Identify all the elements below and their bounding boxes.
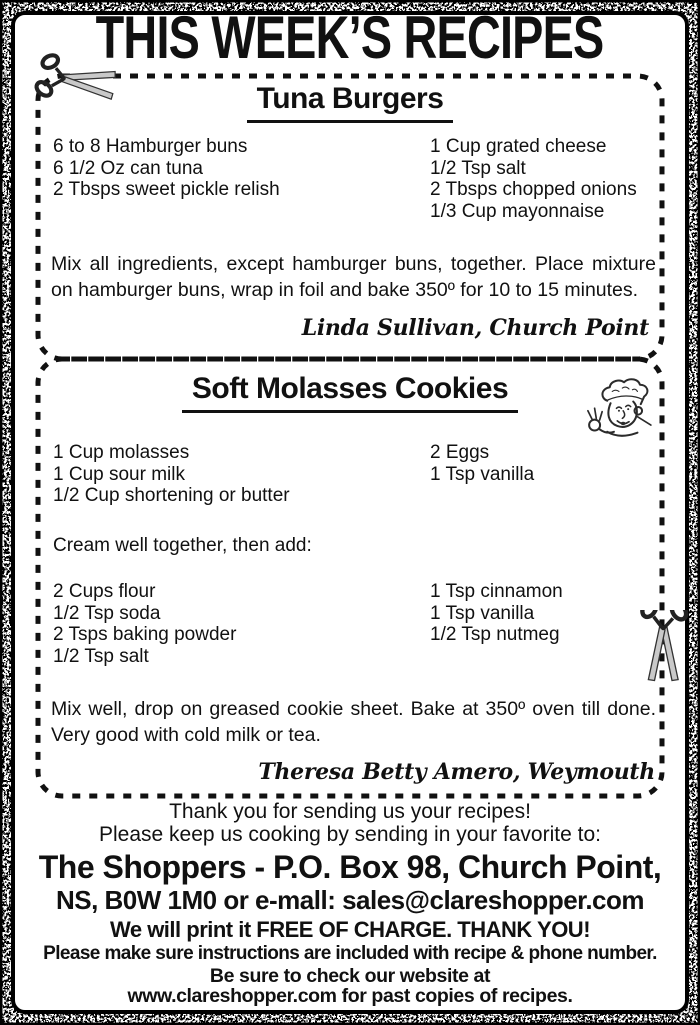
ingredient-line: 1/2 Tsp soda [53,602,161,624]
page-title: THIS WEEK’S RECIPES [96,4,604,71]
ingredient-line: 1/2 Tsp nutmeg [430,624,560,645]
ingredient-line: 1 Tsp vanilla [430,602,535,624]
cookies-ingredients-1-right [430,442,534,485]
footer-address-line2: NS, B0W 1M0 or e-mall: sales@clareshopper.com [55,885,645,915]
footer-free-of-charge: We will print it FREE OF CHARGE. THANK YOU! [109,917,591,942]
ingredient-line: 1 Cup grated cheese [430,136,607,157]
ingredient-line: 1 Cup molasses [53,442,190,463]
cookies-ingredients-2-right [430,581,563,646]
ingredient-line: 1/2 Tsp salt [53,645,149,667]
footer-instructions-note: Please make sure instructions are included with recipe & phone number. [43,943,657,964]
ingredient-line: 2 Tbsps sweet pickle relish [53,179,280,200]
recipe-title-soft-molasses-cookies: Soft Molasses Cookies [35,372,665,413]
footer [18,801,682,1006]
footer-website-line1: Be sure to check our website at [209,965,491,987]
cookies-instructions: Mix well, drop on greased cookie sheet. Bake at 350º oven till done. Very good with cold milk or tea. [51,698,656,746]
footer-address-line1: The Shoppers - P.O. Box 98, Church Point, [38,849,662,885]
footer-thanks-line1: Thank you for sending us your recipes! [169,800,531,823]
cookies-ingredients-2-left [53,581,236,667]
ingredient-line: 2 Eggs [430,442,490,463]
ingredient-line: 2 Tsps baking powder [53,624,237,645]
cookies-ingredients-1-left [53,442,290,507]
ingredient-line: 1 Tsp vanilla [430,463,535,485]
tuna-ingredients-left [53,136,280,201]
ingredient-line: 6 to 8 Hamburger buns [53,136,248,157]
scissors-icon [31,47,120,114]
ingredient-line: 1 Tsp cinnamon [430,581,563,602]
chef-icon [582,371,666,459]
cookies-step-note: Cream well together, then add: [53,535,312,556]
ingredient-line: 2 Cups flour [53,581,156,602]
ingredient-line: 1 Cup sour milk [53,463,185,485]
ingredient-line: 2 Tbsps chopped onions [430,179,637,200]
footer-website-line2: www.clareshopper.com for past copies of recipes. [127,985,573,1007]
footer-thanks-line2: Please keep us cooking by sending in your favorite to: [99,822,601,846]
tuna-instructions: Mix all ingredients, except hamburger buns, together. Place mixture on hamburger buns, wrap in foil and bake 350º for 10 to 15 minutes. [51,253,656,301]
ingredient-line: 1/2 Tsp salt [430,157,526,179]
ingredient-line: 6 1/2 Oz can tuna [53,157,203,179]
coupon-area [35,72,665,800]
ingredient-line: 1/3 Cup mayonnaise [430,200,605,222]
recipe-title-tuna-burgers: Tuna Burgers [35,82,665,123]
tuna-ingredients-right [430,136,637,222]
tuna-attribution: Linda Sullivan, Church Point [301,315,649,341]
cookies-attribution: Theresa Betty Amero, Weymouth [258,759,655,785]
scissors-icon [637,610,693,702]
ingredient-line: 1/2 Cup shortening or butter [53,485,290,506]
